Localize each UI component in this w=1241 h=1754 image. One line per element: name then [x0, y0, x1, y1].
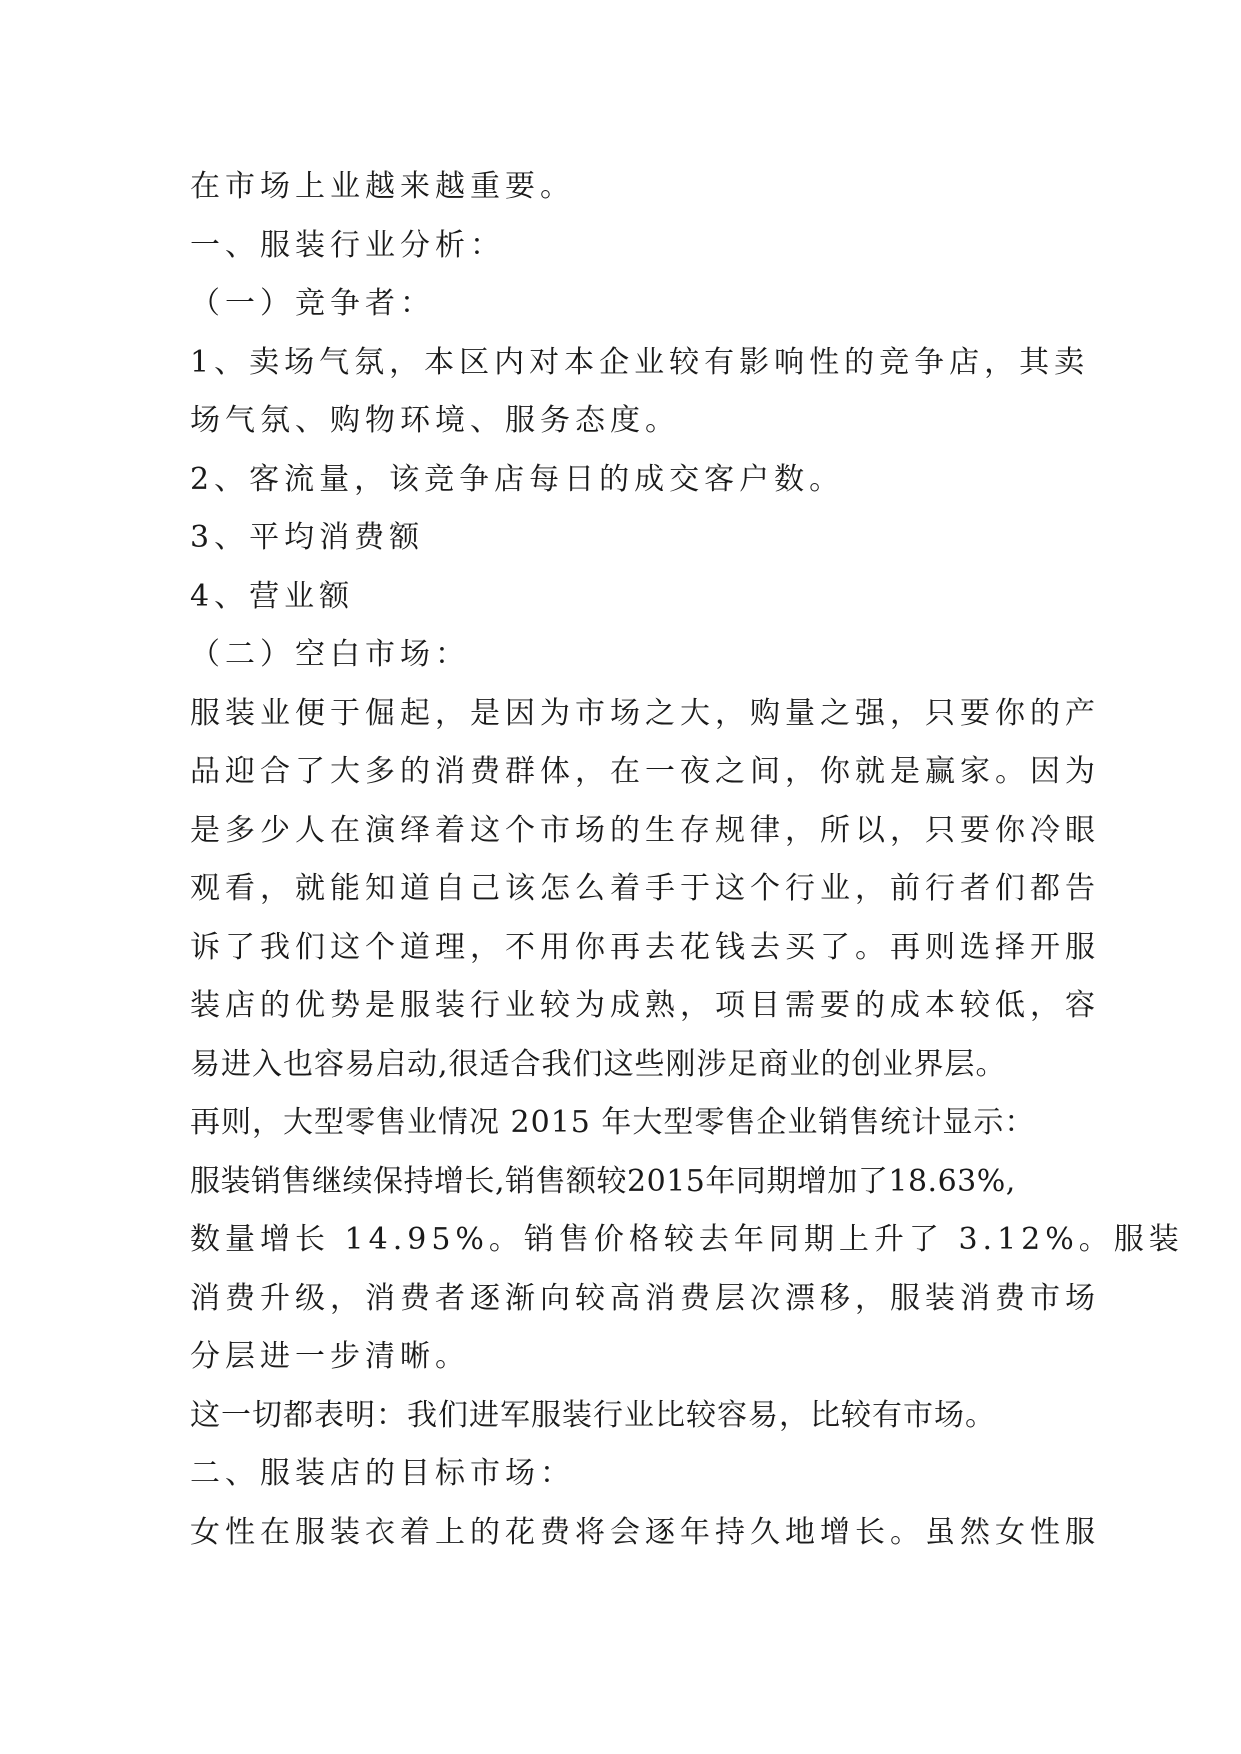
text-line: 品迎合了大多的消费群体，在一夜之间，你就是赢家。因为: [190, 754, 1100, 789]
text-line: 3、平均消费额: [190, 520, 425, 555]
subsection-heading: （二）空白市场：: [190, 637, 470, 672]
text-line: 2、客流量，该竞争店每日的成交客户数。: [190, 461, 845, 497]
subsection-heading: （一）竞争者：: [190, 286, 435, 321]
text-line: 在市场上业越来越重要。: [190, 169, 575, 204]
text-line: 女性在服装衣着上的花费将会逐年持久地增长。虽然女性服: [190, 1514, 1100, 1550]
text-line: 观看，就能知道自己该怎么着手于这个行业，前行者们都告: [190, 871, 1100, 906]
text-line: 易进入也容易启动,很适合我们这些刚涉足商业的创业界层。: [190, 1046, 1007, 1082]
text-line: 数量增长 14.95%。销售价格较去年同期上升了 3.12%。服装: [190, 1222, 1184, 1257]
text-line: 再则，大型零售业情况 2015 年大型零售企业销售统计显示：: [190, 1105, 1036, 1140]
text-line: 分层进一步清晰。: [190, 1339, 470, 1374]
text-line: 4、营业额: [190, 578, 355, 614]
text-line: 服装业便于倔起，是因为市场之大，购量之强，只要你的产: [190, 695, 1100, 731]
document-body: [190, 158, 1184, 1562]
text-line: 1、卖场气氛，本区内对本企业较有影响性的竞争店，其卖: [190, 344, 1090, 380]
section-heading: 二、服装店的目标市场：: [190, 1456, 575, 1491]
text-line: 服装销售继续保持增长,销售额较2015年同期增加了18.63%,: [190, 1163, 1016, 1199]
text-line: 是多少人在演绎着这个市场的生存规律，所以，只要你冷眼: [190, 812, 1100, 848]
text-line: 这一切都表明：我们进军服装行业比较容易，比较有市场。: [190, 1397, 996, 1433]
text-line: 消费升级，消费者逐渐向较高消费层次漂移，服装消费市场: [190, 1280, 1100, 1316]
text-line: 装店的优势是服装行业较为成熟，项目需要的成本较低，容: [190, 988, 1100, 1023]
text-line: 场气氛、购物环境、服务态度。: [190, 403, 680, 438]
section-heading: 一、服装行业分析：: [190, 227, 505, 263]
text-line: 诉了我们这个道理，不用你再去花钱去买了。再则选择开服: [190, 929, 1100, 965]
